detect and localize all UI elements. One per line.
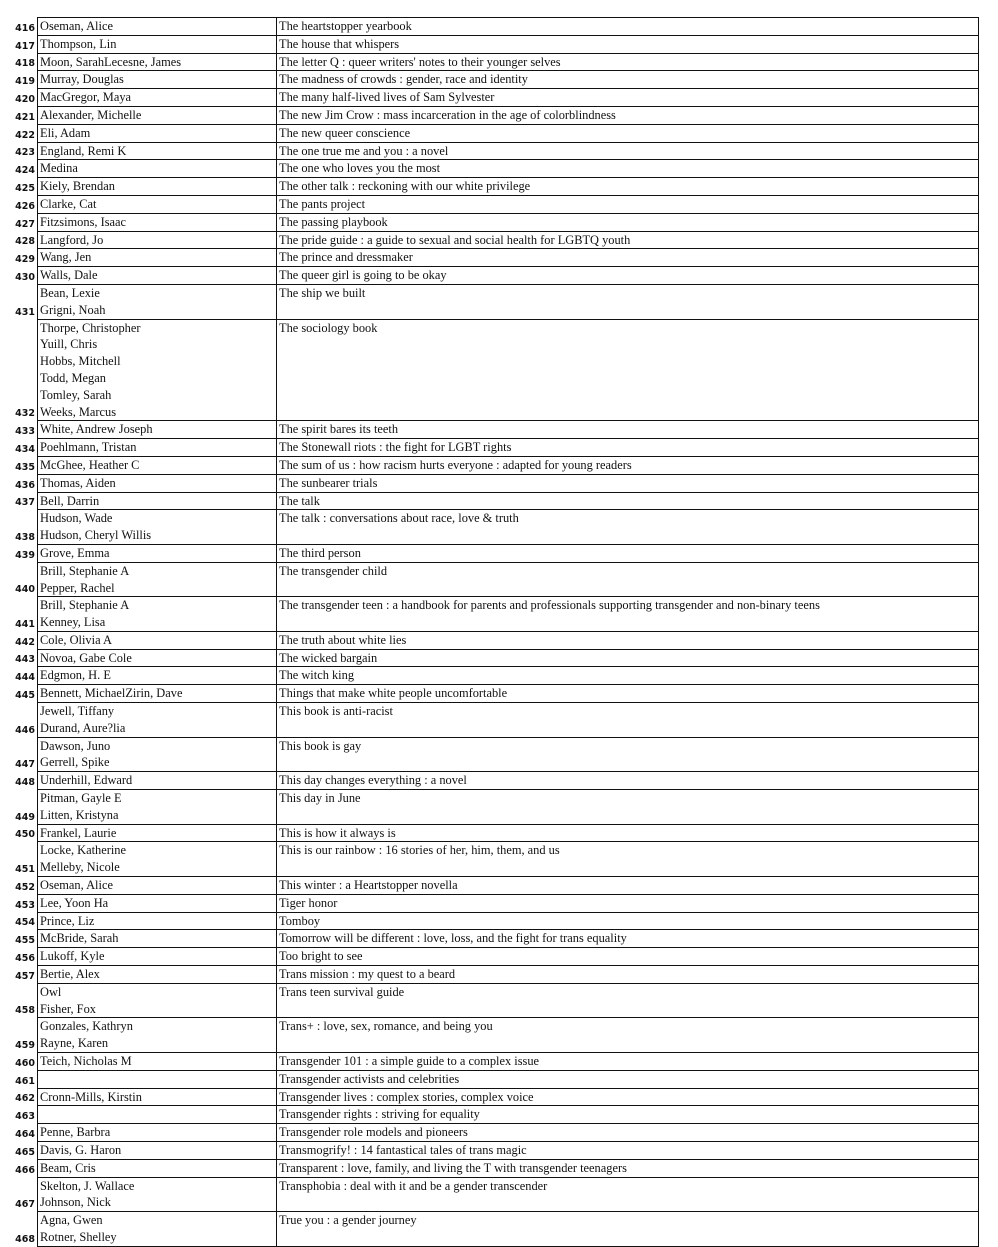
row-number: 447 xyxy=(15,759,35,771)
row-number: 458 xyxy=(15,1005,35,1017)
author-name: Dawson, Juno xyxy=(40,738,111,753)
author-cell xyxy=(37,17,276,36)
title-cell: The talk : conversations about race, love & truth xyxy=(276,510,979,545)
author-cell xyxy=(37,160,276,178)
title-cell: The passing playbook xyxy=(276,214,979,232)
author-name: Pepper, Rachel xyxy=(40,580,115,595)
author-cell xyxy=(37,285,276,320)
author-cell xyxy=(37,457,276,475)
author-name: Hobbs, Mitchell xyxy=(40,354,121,369)
author-cell xyxy=(37,493,276,511)
title-cell: The pants project xyxy=(276,196,979,214)
author-cell xyxy=(37,107,276,125)
title-cell: The wicked bargain xyxy=(276,650,979,668)
author-name: Kenney, Lisa xyxy=(40,615,106,630)
author-name: Gonzales, Kathryn xyxy=(40,1019,133,1034)
table-row xyxy=(7,320,979,422)
title-cell: Transphobia : deal with it and be a gender transcender xyxy=(276,1178,979,1213)
row-number: 468 xyxy=(15,1233,35,1245)
author-name: Underhill, Edward xyxy=(40,773,133,788)
author-cell xyxy=(37,667,276,685)
table-row xyxy=(7,1212,979,1247)
row-number: 444 xyxy=(15,672,35,684)
title-cell: The pride guide : a guide to sexual and social health for LGBTQ youth xyxy=(276,232,979,250)
book-list-table xyxy=(7,17,979,1247)
title-cell: The talk xyxy=(276,493,979,511)
author-name: MacGregor, Maya xyxy=(40,90,132,105)
author-name: Grigni, Noah xyxy=(40,302,106,317)
table-row xyxy=(7,1089,979,1107)
title-cell: This is how it always is xyxy=(276,825,979,843)
table-row xyxy=(7,895,979,913)
row-number: 426 xyxy=(15,200,35,212)
row-number: 416 xyxy=(15,22,35,34)
table-row xyxy=(7,36,979,54)
table-row xyxy=(7,667,979,685)
author-cell xyxy=(37,545,276,563)
row-number: 431 xyxy=(15,306,35,318)
row-number: 445 xyxy=(15,690,35,702)
author-cell xyxy=(37,1212,276,1247)
title-cell: Tomboy xyxy=(276,913,979,931)
title-cell: The one true me and you : a novel xyxy=(276,143,979,161)
row-number: 448 xyxy=(15,777,35,789)
row-number: 420 xyxy=(15,93,35,105)
author-cell xyxy=(37,772,276,790)
author-cell xyxy=(37,267,276,285)
table-row xyxy=(7,984,979,1019)
author-name: Fitzsimons, Isaac xyxy=(40,214,127,229)
title-cell: The other talk : reckoning with our white privilege xyxy=(276,178,979,196)
author-name: Thomas, Aiden xyxy=(40,475,116,490)
title-cell: The one who loves you the most xyxy=(276,160,979,178)
row-number: 422 xyxy=(15,129,35,141)
table-row xyxy=(7,948,979,966)
table-row xyxy=(7,913,979,931)
author-name: Bertie, Alex xyxy=(40,967,100,982)
author-name: Melleby, Nicole xyxy=(40,860,120,875)
table-row xyxy=(7,545,979,563)
author-name: Grove, Emma xyxy=(40,545,110,560)
table-row xyxy=(7,966,979,984)
author-cell xyxy=(37,71,276,89)
author-cell xyxy=(37,475,276,493)
author-cell xyxy=(37,1178,276,1213)
author-name xyxy=(40,1071,276,1088)
table-row xyxy=(7,1124,979,1142)
row-number: 441 xyxy=(15,618,35,630)
table-row xyxy=(7,267,979,285)
author-cell xyxy=(37,650,276,668)
row-number: 429 xyxy=(15,254,35,266)
title-cell: Things that make white people uncomfortable xyxy=(276,685,979,703)
row-number: 461 xyxy=(15,1075,35,1087)
author-name: Teich, Nicholas M xyxy=(40,1054,132,1069)
author-name: Prince, Liz xyxy=(40,913,95,928)
row-number: 436 xyxy=(15,479,35,491)
author-cell xyxy=(37,984,276,1019)
row-number: 450 xyxy=(15,829,35,841)
row-number: 421 xyxy=(15,111,35,123)
author-name: Novoa, Gabe Cole xyxy=(40,650,132,665)
author-cell xyxy=(37,738,276,773)
author-name: Poehlmann, Tristan xyxy=(40,440,137,455)
title-cell: Trans+ : love, sex, romance, and being you xyxy=(276,1018,979,1053)
table-row xyxy=(7,249,979,267)
title-cell: The letter Q : queer writers' notes to their younger selves xyxy=(276,54,979,72)
title-cell: Transgender rights : striving for equality xyxy=(276,1106,979,1124)
title-cell: This day changes everything : a novel xyxy=(276,772,979,790)
title-cell: The sociology book xyxy=(276,320,979,422)
title-cell: This day in June xyxy=(276,790,979,825)
row-number: 464 xyxy=(15,1129,35,1140)
author-cell xyxy=(37,125,276,143)
author-name: Murray, Douglas xyxy=(40,72,124,87)
author-name: Hudson, Cheryl Willis xyxy=(40,528,152,543)
title-cell: Transgender 101 : a simple guide to a complex issue xyxy=(276,1053,979,1071)
author-cell xyxy=(37,214,276,232)
table-row xyxy=(7,1178,979,1213)
author-name: Wang, Jen xyxy=(40,250,92,265)
title-cell: The Stonewall riots : the fight for LGBT rights xyxy=(276,439,979,457)
title-cell: Trans mission : my quest to a beard xyxy=(276,966,979,984)
author-name: Cole, Olivia A xyxy=(40,632,112,647)
author-cell xyxy=(37,948,276,966)
author-name: Oseman, Alice xyxy=(40,878,113,893)
title-cell: This book is anti-racist xyxy=(276,703,979,738)
table-row xyxy=(7,842,979,877)
title-cell: This winter : a Heartstopper novella xyxy=(276,877,979,895)
row-number: 452 xyxy=(15,881,35,893)
author-name: Thompson, Lin xyxy=(40,36,117,51)
author-name: Pitman, Gayle E xyxy=(40,791,122,806)
row-number: 454 xyxy=(15,917,35,929)
author-name: Lukoff, Kyle xyxy=(40,949,105,964)
table-row xyxy=(7,510,979,545)
row-number: 430 xyxy=(15,271,35,283)
author-name: Yuill, Chris xyxy=(40,337,98,352)
author-cell xyxy=(37,1089,276,1107)
title-cell: True you : a gender journey xyxy=(276,1212,979,1247)
row-number: 423 xyxy=(15,147,35,159)
title-cell: The transgender teen : a handbook for parents and professionals supporting transgender and non-binary teens xyxy=(276,597,979,632)
author-cell xyxy=(37,877,276,895)
table-row xyxy=(7,650,979,668)
author-name: Todd, Megan xyxy=(40,370,106,385)
title-cell: Transgender activists and celebrities xyxy=(276,1071,979,1089)
table-row xyxy=(7,597,979,632)
row-number: 418 xyxy=(15,58,35,70)
table-row xyxy=(7,1053,979,1071)
author-name: White, Andrew Joseph xyxy=(40,422,153,437)
table-row xyxy=(7,790,979,825)
author-cell xyxy=(37,510,276,545)
row-number: 440 xyxy=(15,584,35,596)
row-number: 442 xyxy=(15,636,35,648)
row-number: 417 xyxy=(15,40,35,52)
author-cell xyxy=(37,790,276,825)
author-name: Thorpe, Christopher xyxy=(40,320,141,335)
title-cell: Too bright to see xyxy=(276,948,979,966)
author-cell xyxy=(37,196,276,214)
table-row xyxy=(7,1142,979,1160)
author-name: Oseman, Alice xyxy=(40,19,113,33)
author-cell xyxy=(37,1142,276,1160)
table-row xyxy=(7,232,979,250)
title-cell: Tomorrow will be different : love, loss, and the fight for trans equality xyxy=(276,930,979,948)
row-number: 437 xyxy=(15,497,35,509)
author-name: Walls, Dale xyxy=(40,268,98,283)
table-row xyxy=(7,930,979,948)
author-cell xyxy=(37,1124,276,1142)
table-row xyxy=(7,685,979,703)
author-name: Eli, Adam xyxy=(40,125,91,140)
row-number: 465 xyxy=(15,1146,35,1158)
author-name: Kiely, Brendan xyxy=(40,179,115,194)
author-name: Rotner, Shelley xyxy=(40,1229,117,1244)
author-name: Gerrell, Spike xyxy=(40,755,110,770)
table-row xyxy=(7,457,979,475)
author-cell xyxy=(37,913,276,931)
author-name: Medina xyxy=(40,161,78,176)
row-number: 462 xyxy=(15,1093,35,1105)
title-cell: The house that whispers xyxy=(276,36,979,54)
table-row xyxy=(7,493,979,511)
table-row xyxy=(7,143,979,161)
author-name: McGhee, Heather C xyxy=(40,457,140,472)
author-name: Rayne, Karen xyxy=(40,1036,109,1051)
author-cell xyxy=(37,439,276,457)
author-name: Fisher, Fox xyxy=(40,1001,96,1016)
title-cell: The madness of crowds : gender, race and identity xyxy=(276,71,979,89)
title-cell: The ship we built xyxy=(276,285,979,320)
author-cell xyxy=(37,320,276,422)
row-number: 443 xyxy=(15,654,35,666)
table-row xyxy=(7,71,979,89)
title-cell: The truth about white lies xyxy=(276,632,979,650)
title-cell: The transgender child xyxy=(276,563,979,598)
row-number: 457 xyxy=(15,970,35,982)
table-row xyxy=(7,1018,979,1053)
author-name: Litten, Kristyna xyxy=(40,807,119,822)
author-name: Moon, SarahLecesne, James xyxy=(40,54,182,69)
table-row xyxy=(7,89,979,107)
row-number: 446 xyxy=(15,724,35,736)
author-cell xyxy=(37,1106,276,1124)
author-cell xyxy=(37,54,276,72)
title-cell: The sum of us : how racism hurts everyone : adapted for young readers xyxy=(276,457,979,475)
row-number: 438 xyxy=(15,531,35,543)
row-number: 424 xyxy=(15,165,35,177)
row-number: 428 xyxy=(15,236,35,248)
title-cell: The third person xyxy=(276,545,979,563)
title-cell: The spirit bares its teeth xyxy=(276,421,979,439)
row-number: 449 xyxy=(15,811,35,823)
author-cell xyxy=(37,703,276,738)
author-cell xyxy=(37,1018,276,1053)
author-name: Tomley, Sarah xyxy=(40,387,112,402)
table-row xyxy=(7,160,979,178)
title-cell: This book is gay xyxy=(276,738,979,773)
author-name: Brill, Stephanie A xyxy=(40,598,130,613)
author-name: Skelton, J. Wallace xyxy=(40,1178,135,1193)
row-number: 459 xyxy=(15,1040,35,1052)
author-name: Durand, Aure?lia xyxy=(40,720,126,735)
title-cell: The many half-lived lives of Sam Sylvester xyxy=(276,89,979,107)
table-row xyxy=(7,772,979,790)
author-name: Lee, Yoon Ha xyxy=(40,895,109,910)
row-number: 453 xyxy=(15,899,35,911)
author-name: Bennett, MichaelZirin, Dave xyxy=(40,686,183,701)
row-number: 425 xyxy=(15,182,35,194)
row-number: 463 xyxy=(15,1111,35,1123)
row-number: 466 xyxy=(15,1164,35,1176)
author-cell xyxy=(37,89,276,107)
author-name: Frankel, Laurie xyxy=(40,825,117,840)
author-cell xyxy=(37,1160,276,1178)
row-number: 456 xyxy=(15,953,35,965)
row-number: 467 xyxy=(15,1199,35,1211)
row-number: 455 xyxy=(15,935,35,947)
row-number: 435 xyxy=(15,461,35,473)
author-cell xyxy=(37,563,276,598)
author-cell xyxy=(37,232,276,250)
table-row xyxy=(7,563,979,598)
row-number: 451 xyxy=(15,864,35,876)
title-cell: Transgender role models and pioneers xyxy=(276,1124,979,1142)
author-name: Weeks, Marcus xyxy=(40,404,117,419)
author-cell xyxy=(37,1053,276,1071)
title-cell: Transgender lives : complex stories, complex voice xyxy=(276,1089,979,1107)
title-cell: Transparent : love, family, and living the T with transgender teenagers xyxy=(276,1160,979,1178)
author-cell xyxy=(37,597,276,632)
author-name: Davis, G. Haron xyxy=(40,1143,122,1157)
row-number: 439 xyxy=(15,549,35,561)
author-name: England, Remi K xyxy=(40,143,127,158)
title-cell: The new Jim Crow : mass incarceration in the age of colorblindness xyxy=(276,107,979,125)
author-cell xyxy=(37,685,276,703)
author-cell xyxy=(37,36,276,54)
table-row xyxy=(7,285,979,320)
title-cell: Transmogrify! : 14 fantastical tales of trans magic xyxy=(276,1142,979,1160)
author-name: Penne, Barbra xyxy=(40,1125,111,1140)
author-name: Agna, Gwen xyxy=(40,1213,103,1228)
author-name: Langford, Jo xyxy=(40,232,104,247)
author-name: Alexander, Michelle xyxy=(40,107,142,122)
row-number: 432 xyxy=(15,408,35,420)
author-name: McBride, Sarah xyxy=(40,931,119,946)
table-row xyxy=(7,632,979,650)
author-cell xyxy=(37,930,276,948)
table-row xyxy=(7,178,979,196)
author-cell xyxy=(37,178,276,196)
row-number: 419 xyxy=(15,76,35,88)
author-name: Owl xyxy=(40,984,62,999)
author-name xyxy=(40,1106,276,1123)
title-cell: The heartstopper yearbook xyxy=(276,17,979,36)
author-cell xyxy=(37,421,276,439)
author-cell xyxy=(37,825,276,843)
author-name: Johnson, Nick xyxy=(40,1195,111,1210)
title-cell: The sunbearer trials xyxy=(276,475,979,493)
author-cell xyxy=(37,632,276,650)
author-name: Cronn-Mills, Kirstin xyxy=(40,1089,142,1104)
title-cell: The queer girl is going to be okay xyxy=(276,267,979,285)
table-row xyxy=(7,107,979,125)
row-number: 434 xyxy=(15,443,35,455)
author-name: Brill, Stephanie A xyxy=(40,563,130,578)
table-row xyxy=(7,125,979,143)
author-name: Bean, Lexie xyxy=(40,285,100,300)
table-row xyxy=(7,1160,979,1178)
table-row xyxy=(7,439,979,457)
author-cell xyxy=(37,842,276,877)
table-row xyxy=(7,196,979,214)
title-cell: The new queer conscience xyxy=(276,125,979,143)
author-name: Clarke, Cat xyxy=(40,196,97,211)
author-name: Edgmon, H. E xyxy=(40,668,111,683)
row-number: 433 xyxy=(15,426,35,438)
table-row xyxy=(7,17,979,36)
author-name: Bell, Darrin xyxy=(40,493,100,508)
title-cell: The witch king xyxy=(276,667,979,685)
title-cell: This is our rainbow : 16 stories of her, him, them, and us xyxy=(276,842,979,877)
row-number: 460 xyxy=(15,1057,35,1069)
title-cell: Tiger honor xyxy=(276,895,979,913)
title-cell: Trans teen survival guide xyxy=(276,984,979,1019)
author-name: Beam, Cris xyxy=(40,1160,96,1175)
table-row xyxy=(7,214,979,232)
table-row xyxy=(7,54,979,72)
author-cell xyxy=(37,895,276,913)
table-row xyxy=(7,877,979,895)
author-cell xyxy=(37,966,276,984)
author-name: Jewell, Tiffany xyxy=(40,704,115,719)
author-cell xyxy=(37,1071,276,1089)
table-row xyxy=(7,1106,979,1124)
table-row xyxy=(7,703,979,738)
author-cell xyxy=(37,249,276,267)
table-row xyxy=(7,1071,979,1089)
title-cell: The prince and dressmaker xyxy=(276,249,979,267)
table-row xyxy=(7,421,979,439)
table-row xyxy=(7,825,979,843)
row-number: 427 xyxy=(15,218,35,230)
author-name: Hudson, Wade xyxy=(40,511,113,526)
table-row xyxy=(7,738,979,773)
table-row xyxy=(7,475,979,493)
author-cell xyxy=(37,143,276,161)
author-name: Locke, Katherine xyxy=(40,843,127,858)
